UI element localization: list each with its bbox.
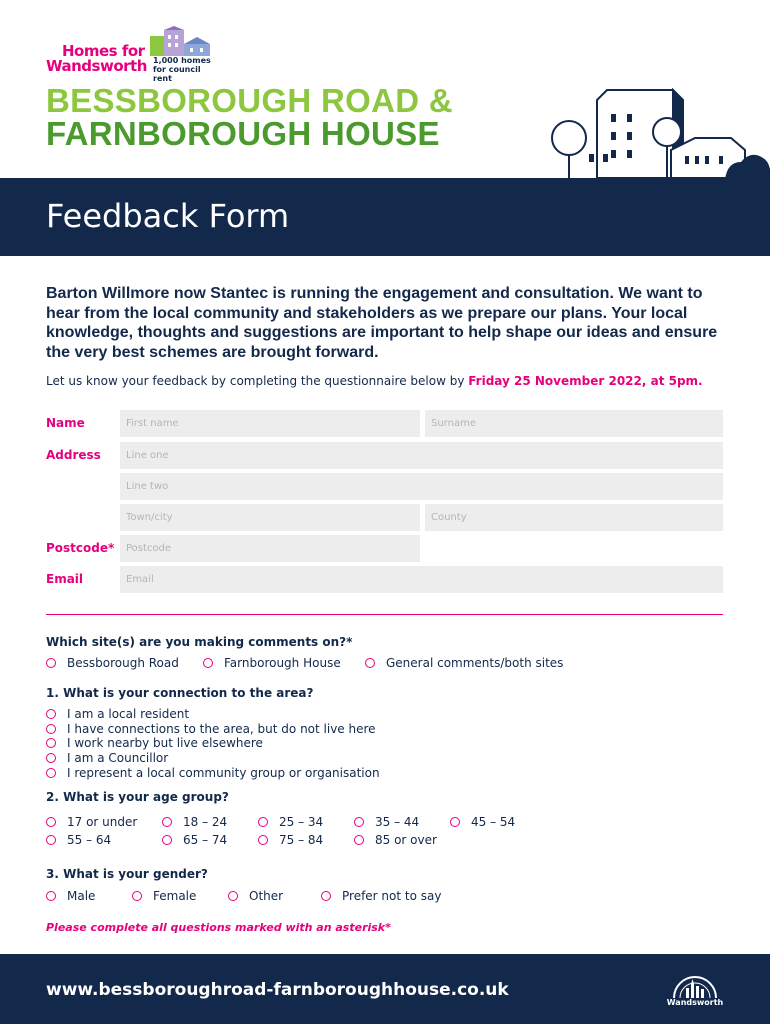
town-input[interactable] [120,504,420,531]
radio-icon[interactable] [203,658,213,668]
option-label: I work nearby but live elsewhere [67,736,263,750]
instruction-text [46,374,703,388]
wandsworth-council-badge [666,968,724,1012]
badge-label: Wandsworth [666,998,724,1007]
option-label: General comments/both sites [386,656,564,670]
option-label: 25 – 34 [279,815,324,829]
first-name-input[interactable] [120,410,420,437]
page-title-line2: FARNBOROUGH HOUSE [46,115,440,152]
option-label: I am a local resident [67,707,190,721]
logo-line2: Wandsworth [46,57,147,75]
section-divider [46,614,723,615]
radio-icon[interactable] [365,658,375,668]
connection-option-resident[interactable] [46,707,189,721]
gender-option-other[interactable] [228,889,283,903]
radio-icon[interactable] [46,724,56,734]
radio-icon[interactable] [450,817,460,827]
option-label: 17 or under [67,815,138,829]
option-label: Male [67,889,96,903]
homes-for-wandsworth-logo [46,38,221,83]
option-label: I am a Councillor [67,751,169,765]
title-banner [0,178,770,256]
connection-option-councillor[interactable] [46,751,168,765]
footer [0,954,770,1024]
postcode-input[interactable] [120,535,420,562]
option-label: Other [249,889,284,903]
gender-option-male[interactable] [46,889,95,903]
logo-tagline-1: 1,000 homes [153,56,211,65]
radio-icon[interactable] [228,891,238,901]
radio-icon[interactable] [46,658,56,668]
radio-icon[interactable] [258,835,268,845]
radio-icon[interactable] [162,835,172,845]
age-option-25-34[interactable] [258,815,323,829]
age-option-75-84[interactable] [258,833,323,847]
radio-icon[interactable] [354,817,364,827]
email-input[interactable] [120,566,723,593]
deadline-text: Friday 25 November 2022, at 5pm. [468,374,703,388]
option-label: 18 – 24 [183,815,228,829]
site-option-both[interactable] [365,656,563,670]
connection-question: 1. What is your connection to the area? [46,686,314,700]
option-label: 45 – 54 [471,815,516,829]
buildings-illustration-icon [545,86,770,180]
option-label: 85 or over [375,833,437,847]
radio-icon[interactable] [132,891,142,901]
address-line-two-input[interactable] [120,473,723,500]
postcode-label: Postcode* [46,541,115,555]
option-label: 75 – 84 [279,833,324,847]
gender-question: 3. What is your gender? [46,867,208,881]
radio-icon[interactable] [321,891,331,901]
age-option-65-74[interactable] [162,833,227,847]
required-note: Please complete all questions marked with an asterisk* [46,921,391,934]
age-option-35-44[interactable] [354,815,419,829]
address-label: Address [46,448,101,462]
site-option-farnborough[interactable] [203,656,341,670]
connection-option-group[interactable] [46,766,380,780]
radio-icon[interactable] [46,709,56,719]
age-option-45-54[interactable] [450,815,515,829]
instruction-prefix: Let us know your feedback by completing the questionnaire below by [46,374,469,388]
council-crest-icon [666,968,724,998]
website-link[interactable]: www.bessboroughroad-farnboroughhouse.co.uk [46,980,509,1000]
age-option-17-under[interactable] [46,815,137,829]
logo-tagline-2: for council rent [153,65,201,83]
gender-option-female[interactable] [132,889,196,903]
site-option-bessborough[interactable] [46,656,179,670]
connection-option-work[interactable] [46,736,263,750]
radio-icon[interactable] [354,835,364,845]
name-label: Name [46,416,85,430]
option-label: I have connections to the area, but do not live here [67,722,376,736]
logo-tagline [153,56,221,83]
option-label: 55 – 64 [67,833,112,847]
age-question: 2. What is your age group? [46,790,229,804]
connection-option-connections[interactable] [46,722,376,736]
county-input[interactable] [425,504,723,531]
age-option-18-24[interactable] [162,815,227,829]
radio-icon[interactable] [46,817,56,827]
option-label: Prefer not to say [342,889,442,903]
option-label: Female [153,889,197,903]
page-title-line1: BESSBOROUGH ROAD & [46,82,453,119]
option-label: 35 – 44 [375,815,420,829]
option-label: Farnborough House [224,656,341,670]
logo-line1: Homes for [62,42,145,60]
radio-icon[interactable] [258,817,268,827]
radio-icon[interactable] [46,753,56,763]
option-label: I represent a local community group or organisation [67,766,380,780]
age-option-85-over[interactable] [354,833,437,847]
email-label: Email [46,572,84,586]
surname-input[interactable] [425,410,723,437]
option-label: 65 – 74 [183,833,228,847]
radio-icon[interactable] [46,835,56,845]
gender-option-prefer-not[interactable] [321,889,441,903]
sites-question: Which site(s) are you making comments on?* [46,635,353,649]
age-option-55-64[interactable] [46,833,111,847]
radio-icon[interactable] [46,891,56,901]
radio-icon[interactable] [46,768,56,778]
address-line-one-input[interactable] [120,442,723,469]
radio-icon[interactable] [162,817,172,827]
radio-icon[interactable] [46,738,56,748]
form-title: Feedback Form [46,197,290,235]
option-label: Bessborough Road [67,656,179,670]
intro-paragraph: Barton Willmore now Stantec is running the engagement and consultation. We want to hear from the local community and stakeholders as we prepare our plans. Your local knowledge, thoughts and suggestions are important to help shape our ideas and ensure the very best schemes are brought forward. [46,285,718,361]
houses-logo-icon [150,26,212,56]
